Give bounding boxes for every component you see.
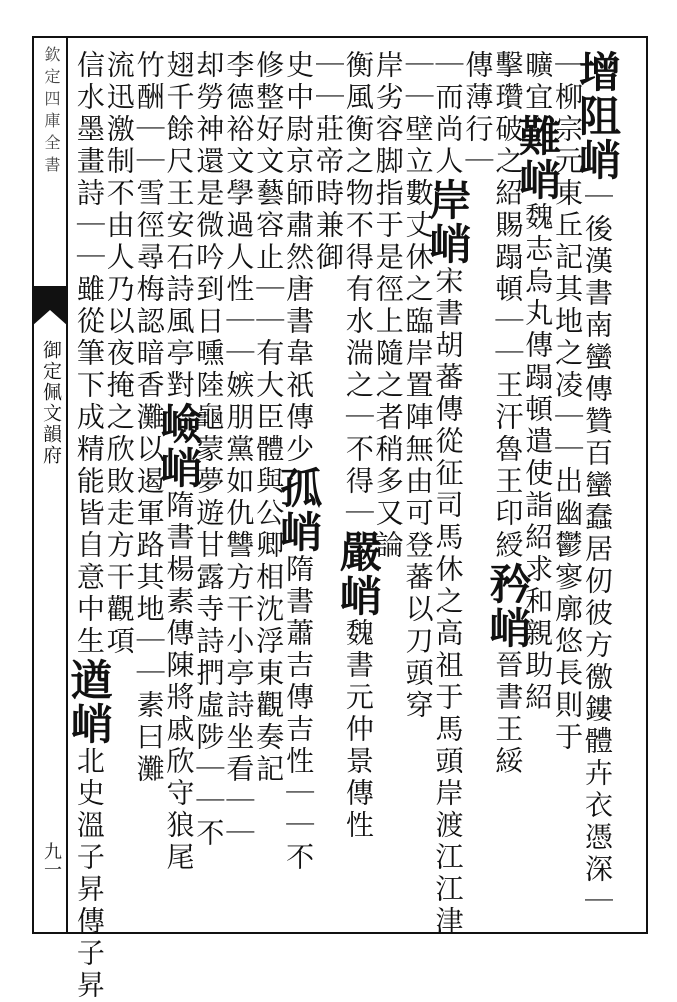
column-text: 魏書元仲景傳性 <box>341 618 375 842</box>
column-text: 流迅激制不由人乃以夜掩之欣敗走方干觀項 <box>102 50 136 658</box>
column-text: 晉書王綏 <box>491 650 525 778</box>
margin-series-title: 欽定四庫全書 <box>42 46 61 178</box>
column-text: 翅千餘尺王安石詩風亭對 <box>162 50 196 402</box>
headword: 矜峭 <box>483 562 533 650</box>
text-column <box>483 50 533 920</box>
column-text: 信水墨畫詩｜｜雖從筆下成精能皆自意中生 <box>72 50 106 658</box>
text-column <box>333 50 383 920</box>
column-text: 灘以遏軍路其地｜｜素曰灘 <box>132 402 166 786</box>
text-column <box>64 50 114 1002</box>
text-column <box>423 50 473 938</box>
column-text: ｜後漢書南蠻傳贊百蠻蠢居仞彼方徼鏤體卉衣憑深｜ <box>580 182 614 918</box>
column-text: 衡風衡之物不得有水湍之｜不得｜ <box>341 50 375 530</box>
column-text: 傳薄行｜ <box>461 50 495 178</box>
column-text: ｜｜莊帝時兼御 <box>311 50 345 274</box>
column-text: 却勞神還是微吟到日曛陸龜蒙夢遊甘露寺詩捫虛陟｜｜不 <box>192 50 226 850</box>
column-text: ｜｜壁立數丈休之臨岸置陣無由可登蕃以刀頭穿 <box>401 50 435 722</box>
column-text: 宋書胡蕃傳從征司馬休之高祖于馬頭岸渡江江津 <box>431 266 465 938</box>
headword: 嚴峭 <box>333 530 383 618</box>
column-text: 隋書楊素傳陳將戚欣守狼尾 <box>162 490 196 874</box>
headword: 難峭 <box>513 114 563 202</box>
headword: 增阻峭 <box>572 50 622 182</box>
column-text: 李德裕文學過人性｜｜嫉朋黨如仇讐方干小亭詩坐看｜｜ <box>222 50 256 850</box>
margin-book-title: 御定佩文韻府 <box>40 340 62 466</box>
column-text: 隋書蕭吉傳吉性｜｜不 <box>282 554 316 874</box>
column-text: ｜而尚人 <box>431 50 465 178</box>
column-text: ｜柳宗元東丘記其地之凌｜｜出幽鬱寥廓悠長則于 <box>551 50 585 754</box>
text-column <box>252 50 286 920</box>
headword: 遒峭 <box>64 658 114 746</box>
column-text: 岸劣容脚指于是徑上隨之者稍多又論 <box>371 50 405 562</box>
text-column <box>513 50 563 920</box>
text-column <box>222 50 256 920</box>
column-text: 北史溫子昇傳子昇 <box>72 746 106 1002</box>
headword: 嶮峭 <box>154 402 204 490</box>
text-column <box>132 50 166 920</box>
column-text: 史中尉京師肅然唐書韋祇傳少 <box>282 50 316 466</box>
column-text: 竹酬｜｜雪徑尋梅認暗香 <box>132 50 166 402</box>
column-text: 修整好文藝容止｜｜有大臣體與公卿相沈浮東觀奏記 <box>252 50 286 786</box>
column-text: 魏志烏丸傳蹋頓遣使詣紹求和親助紹 <box>521 202 555 714</box>
margin-page-number: 九一 <box>41 842 62 878</box>
headword: 孤峭 <box>274 466 324 554</box>
text-column <box>572 50 622 920</box>
text-column <box>102 50 136 920</box>
text-column <box>371 50 405 920</box>
column-text: 曠宜 <box>521 50 555 114</box>
text-column <box>274 50 324 920</box>
column-text: 擊瓚破之紹賜蹋頓｜｜王汗魯王印綬 <box>491 50 525 562</box>
text-column <box>154 50 204 920</box>
text-column <box>401 50 435 920</box>
headword: 岸峭 <box>423 178 473 266</box>
